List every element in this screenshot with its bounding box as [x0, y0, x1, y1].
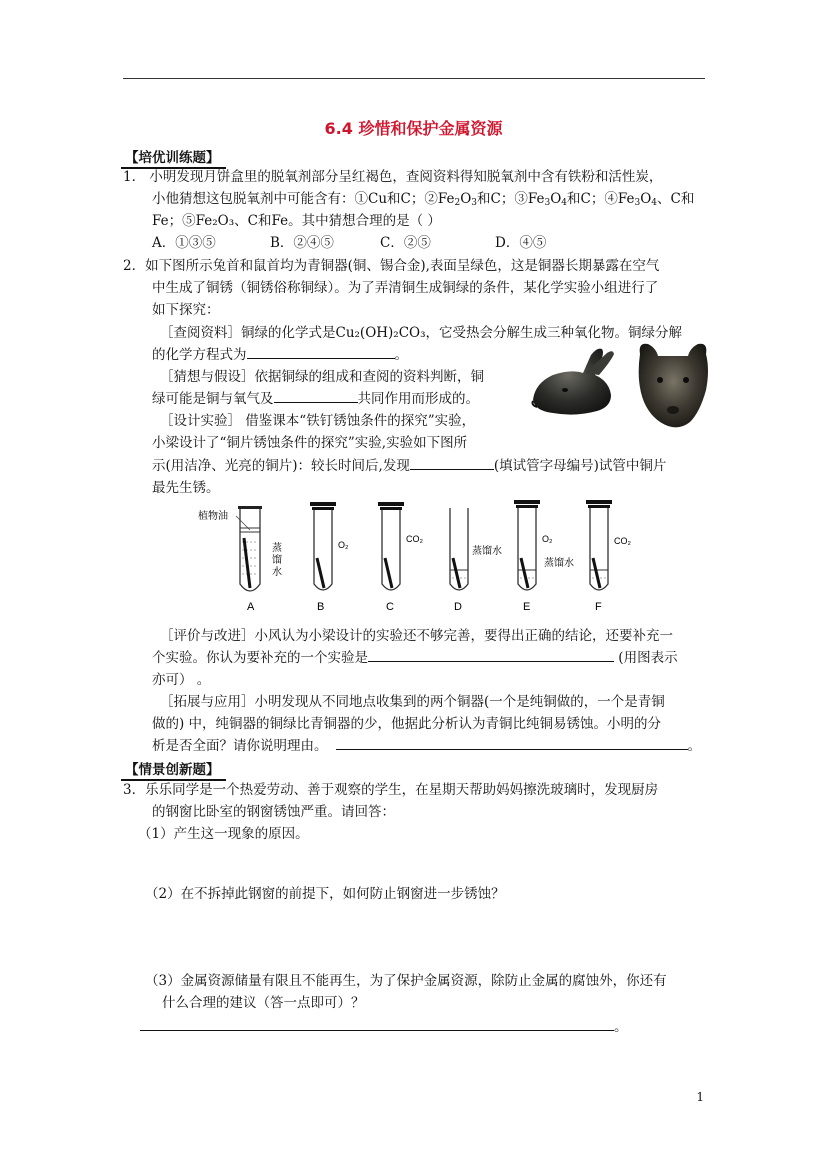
- section-tag-label: 【培优训练题】: [125, 150, 220, 166]
- q2-line5: 的化学方程式为 。: [152, 347, 408, 363]
- label-o2-b: O₂: [338, 540, 349, 550]
- q1-option-c: C．②⑤: [380, 235, 431, 251]
- q2-line9: 小梁设计了“铜片锈蚀条件的探究”实验,实验如下图所: [152, 435, 468, 451]
- label-b: B: [317, 601, 325, 613]
- svg-text:蒸: 蒸: [272, 543, 282, 554]
- page-number: 1: [696, 1090, 704, 1104]
- answer-blank-suggestion[interactable]: [140, 1018, 614, 1031]
- label-vegetable-oil: 植物油: [198, 511, 228, 522]
- q2-line17: 析是否全面？请你说明理由。 。: [152, 738, 701, 754]
- label-e: E: [523, 601, 531, 613]
- q1-option-a: A．①③⑤: [152, 235, 216, 251]
- q3-part2: （2）在不拆掉此钢窗的前提下，如何防止钢窗进一步锈蚀？: [145, 886, 505, 902]
- label-water-d: 蒸馏水: [472, 546, 502, 557]
- tube-f: [586, 500, 612, 590]
- q2-line12: ［评价与改进］小风认为小梁设计的实验还不够完善，要得出正确的结论，还要补充一: [160, 628, 673, 644]
- q2-line13: 个实验。你认为要补充的一个实验是 (用图表示: [152, 650, 678, 666]
- q3-part1: （1）产生这一现象的原因。: [138, 826, 309, 842]
- answer-blank-tube[interactable]: [410, 457, 494, 470]
- q1-line1: 1． 小明发现月饼盒里的脱氧剂部分呈红褐色，查阅资料得知脱氧剂中含有铁粉和活性炭，: [123, 169, 663, 185]
- q2-line16: 做的) 中，纯铜器的铜绿比青铜器的少，他据此分析认为青铜比纯铜易锈蚀。小明的分: [152, 716, 662, 732]
- label-water-e: 蒸馏水: [544, 558, 574, 569]
- answer-blank-reason[interactable]: [336, 737, 688, 750]
- section-tag-training: [123, 146, 224, 166]
- q3-answer-line: 。: [140, 1018, 628, 1036]
- q1-option-d: D．④⑤: [495, 235, 547, 251]
- label-o2-e: O₂: [542, 534, 553, 544]
- header-rule: [123, 78, 705, 79]
- section-tag-innovation: [123, 758, 224, 778]
- svg-text:馏: 馏: [272, 555, 282, 566]
- label-d: D: [454, 601, 462, 613]
- tube-b: [310, 502, 336, 590]
- label-c: C: [386, 601, 394, 613]
- label-co2-f: CO₂: [614, 536, 631, 546]
- q2-line1: 2．如下图所示兔首和鼠首均为青铜器(铜、锡合金),表面呈绿色，这是铜器长期暴露在空气: [123, 258, 660, 274]
- label-f: F: [595, 601, 602, 613]
- q1-line3: Fe；⑤Fe₂O₃、C和Fe。其中猜想合理的是（ ）: [152, 213, 441, 229]
- q2-line4: ［查阅资料］铜绿的化学式是Cu₂(OH)₂CO₃，它受热会分解生成三种氧化物。铜绿分解: [160, 325, 683, 341]
- tube-a: [236, 506, 262, 591]
- section-tag-label: 【情景创新题】: [125, 762, 220, 778]
- svg-text:水: 水: [272, 567, 282, 578]
- rabbit-head-image: [523, 345, 618, 420]
- q2-line3: 如下探究：: [152, 302, 220, 318]
- q2-line2: 中生成了铜锈（铜锈俗称铜绿）。为了弄清铜生成铜绿的条件，某化学实验小组进行了: [152, 280, 659, 296]
- page-title: 6.4 珍惜和保护金属资源: [324, 119, 503, 138]
- label-co2-c: CO₂: [406, 534, 423, 544]
- answer-blank-substance[interactable]: [274, 390, 358, 403]
- q2-line14: 亦可） 。: [152, 672, 211, 688]
- q2-line8: ［设计实验］ 借鉴课本“铁钉锈蚀条件的探究”实验，: [160, 413, 476, 429]
- q2-line6: ［猜想与假设］依据铜绿的组成和查阅的资料判断，铜: [160, 369, 484, 385]
- q3-part3-line1: （3）金属资源储量有限且不能再生，为了保护金属资源，除防止金属的腐蚀外，你还有: [145, 973, 667, 989]
- label-a: A: [247, 601, 255, 613]
- q3-line2: 的钢窗比卧室的钢窗锈蚀严重。请回答：: [152, 804, 395, 820]
- test-tube-figure: [190, 498, 650, 616]
- q2-line7: 绿可能是铜与氧气及 共同作用而形成的。: [152, 391, 479, 407]
- tube-d: [450, 508, 468, 590]
- answer-blank-experiment[interactable]: [368, 649, 614, 662]
- tube-c: [378, 502, 404, 590]
- tube-e: [514, 500, 540, 590]
- q1-option-b: B．②④⑤: [270, 235, 334, 251]
- rat-head-image: [630, 340, 715, 430]
- q3-line1: 3．乐乐同学是一个热爱劳动、善于观察的学生，在星期天帮助妈妈擦洗玻璃时，发现厨房: [123, 782, 659, 798]
- q2-line11: 最先生锈。: [152, 480, 220, 496]
- q1-line2: 小他猜想这包脱氧剂中可能含有：①Cu和C；$②Fe_2O_3$和C；$③Fe_3O_4$和C；$④Fe_3O_4$、C和: [152, 191, 695, 208]
- q3-part3-line2: 什么合理的建议（答一点即可）？: [162, 995, 365, 1011]
- q2-line10: 示(用洁净、光亮的铜片)：较长时间后,发现 (填试管字母编号)试管中铜片: [152, 458, 667, 474]
- q2-line15: ［拓展与应用］小明发现从不同地点收集到的两个铜器(一个是纯铜做的，一个是青铜: [160, 694, 665, 710]
- answer-blank-equation[interactable]: [247, 346, 395, 359]
